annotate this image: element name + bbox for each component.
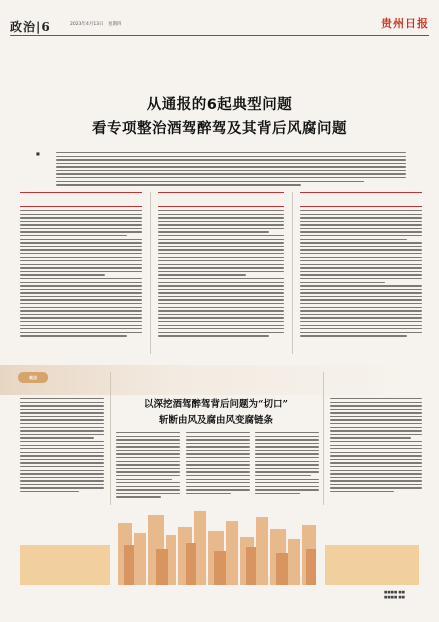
opinion-column-1 (20, 398, 104, 495)
column-3-header (300, 192, 422, 207)
opinion-title-line-2: 斩断由风及腐由风变腐链条 (158, 415, 273, 426)
opinion-column-4 (255, 432, 319, 496)
column-divider (110, 372, 111, 512)
newspaper-logo: 贵州日报 (381, 17, 429, 30)
section-label: 政治|6 (10, 20, 51, 34)
intro-paragraph (56, 152, 406, 188)
opinion-title-line-1: 以深挖酒驾醉驾背后问题为“切口” (144, 399, 288, 410)
city-skyline-illustration (0, 505, 439, 585)
header-rule (10, 35, 429, 36)
opinion-column-2 (116, 432, 180, 500)
column-2-header (158, 192, 284, 207)
column-2-text (158, 210, 284, 339)
column-1-header (20, 192, 142, 207)
opinion-band (0, 365, 439, 395)
headline-line-2: 看专项整治酒驾醉驾及其背后风腐问题 (92, 121, 347, 137)
date-line: 2023年4月13日 星期四 (70, 22, 122, 27)
opinion-tag: 观点 (18, 372, 48, 383)
column-divider (150, 192, 151, 354)
column-divider (292, 192, 293, 354)
byline: ■ (36, 151, 40, 156)
column-divider (323, 372, 324, 512)
column-3-text (300, 210, 422, 339)
page-number: 6 (41, 20, 51, 34)
editor-credit: ■■■■ ■■ ■■■■ ■■ (384, 590, 405, 599)
column-1-text (20, 210, 142, 339)
opinion-column-3 (186, 432, 250, 496)
headline-line-1: 从通报的6起典型问题 (146, 97, 293, 113)
opinion-column-5 (330, 398, 422, 495)
section-name: 政治 (10, 20, 37, 34)
